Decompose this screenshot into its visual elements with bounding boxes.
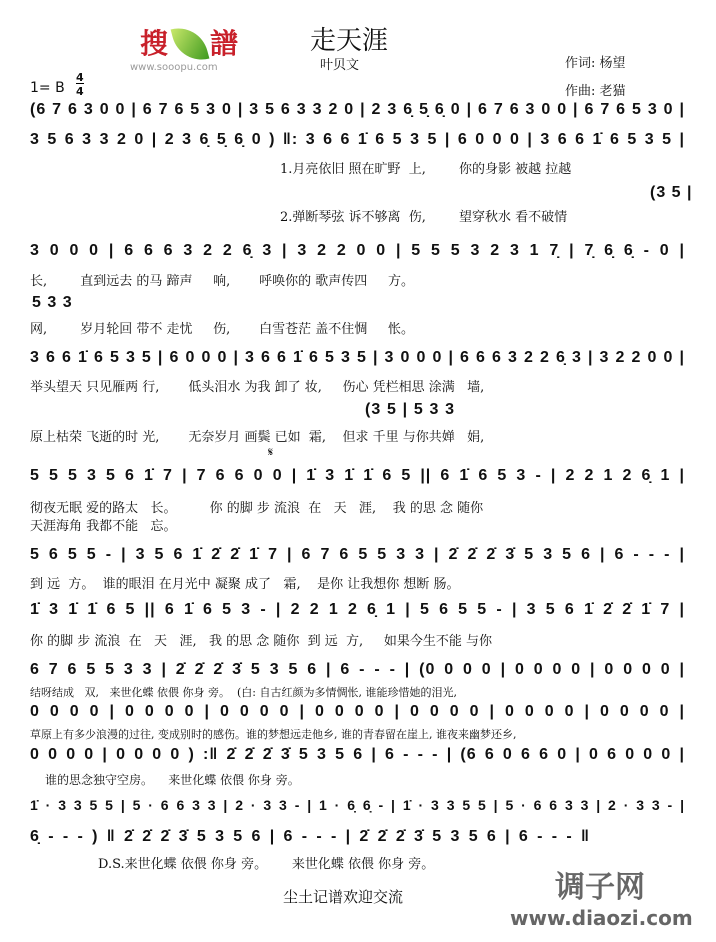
lyric-line: 举头望天 只见雁两 行, 低头泪水 为我 卸了 妆, 伤心 凭栏相思 涂满 墙, — [30, 380, 485, 395]
logo-right: 譜 — [210, 27, 239, 60]
lyric-line: 结呀结成 双, 来世化蝶 依偎 你身 旁。 (白: 自古红颜为多情惆怅, 谁能珍惜她的泪光, — [30, 686, 457, 699]
notation-line: (3 5 | — [650, 184, 693, 201]
logo-url: www.sooopu.com — [130, 62, 218, 73]
notation-line: 0 0 0 0 | 0 0 0 0 ) :‖ 2̇ 2̇ 2̇ 3̇ 5 3 5 6 | 6 - - - | (6 6 0 6 6 0 | 0 6 0 0 0 | — [30, 746, 685, 763]
footer-credit: 尘土记谱欢迎交流 — [283, 888, 404, 906]
notation-line: 3 0 0 0 | 6 6 6 3 2 2 6̣ 3 | 3 2 2 0 0 | 5 5 5 3 2 3 1 7̣ | 7̣ 6̣ 6̣ - 0 | — [30, 242, 685, 259]
lyric-line: D.S.来世化蝶 依偎 你身 旁。 来世化蝶 依偎 你身 旁。 — [98, 857, 435, 872]
lyric-line: 长, 直到远去 的马 蹄声 响, 呼唤你的 歌声传四 方。 — [30, 274, 414, 289]
lyric-line: 2.弹断琴弦 诉不够离 伤, 望穿秋水 看不破情 — [280, 210, 568, 225]
singer: 叶贝文 — [320, 58, 360, 73]
lyric-line: 到 远 方。 谁的眼泪 在月光中 凝聚 成了 霜, 是你 让我想你 想断 肠。 — [30, 577, 460, 592]
segno-icon: 𝄋 — [268, 445, 274, 459]
notation-line: (6 7 6 3 0 0 | 6 7 6 5 3 0 | 3 5 6 3 3 2 0 | 2 3 6̣ 5̣ 6̣ 0 | 6 7 6 3 0 0 | 6 7 6 5 3 0 | — [30, 101, 685, 118]
time-sig-top: 4 — [76, 71, 84, 84]
notation-line: 6 7 6 5 5 3 3 | 2̇ 2̇ 2̇ 3̇ 5 3 5 6 | 6 - - - | (0 0 0 0 | 0 0 0 0 | 0 0 0 0 | — [30, 661, 685, 678]
lyric-line: 你 的脚 步 流浪 在 天 涯, 我 的思 念 随你 到 远 方, 如果今生不能 与你 — [30, 634, 492, 649]
lyric-line: 谁的思念独守空房。 来世化蝶 依偎 你身 旁。 — [45, 773, 300, 787]
time-sig-bottom: 4 — [76, 85, 84, 98]
key-signature: 1= B — [30, 80, 65, 96]
lyricist: 作词: 杨望 — [565, 56, 626, 71]
notation-line: 3 6 6 1̇ 6 5 3 5 | 6 0 0 0 | 3 6 6 1̇ 6 5 3 5 | 3 0 0 0 | 6 6 6 3 2 2 6̣ 3 | 3 2 2 0 0 | — [30, 349, 685, 366]
song-title: 走天涯 — [310, 26, 389, 56]
watermark-title: 调子网 — [555, 870, 645, 905]
composer: 作曲: 老猫 — [565, 84, 626, 99]
lyric-line: 草原上有多少浪漫的过往, 变成别时的感伤。谁的梦想远走他乡, 谁的青春留在崖上, 谁夜来幽梦还乡, — [30, 728, 517, 741]
notation-line: 5 5 5 3 5 6 1̇ 7 | 7 6 6 0 0 | 1̇ 3 1̇ 1̇ 6 5 || 6 1̇ 6 5 3 - | 2 2 1 2 6̣ 1 | — [30, 467, 685, 484]
notation-line: 1̇ 3 1̇ 1̇ 6 5 || 6 1̇ 6 5 3 - | 2 2 1 2 6̣ 1 | 5 6 5 5 - | 3 5 6 1̇ 2̇ 2̇ 1̇ 7 | — [30, 601, 685, 618]
notation-line: 1̇ · 3 3 5 5 | 5 · 6 6 3 3 | 2 · 3 3 - | 1 · 6̣ 6̣ - | 1̇ · 3 3 5 5 | 5 · 6 6 3 3 | 2 · 3 3 - | — [30, 797, 685, 813]
logo-left: 搜 — [140, 27, 169, 60]
leaf-logo-icon — [171, 22, 210, 66]
lyric-line: 原上枯荣 飞逝的时 光, 无奈岁月 画鬓 已如 霜, 但求 千里 与你共婵 娟, — [30, 430, 485, 445]
notation-line: 6̣ - - - ) ‖ 2̇ 2̇ 2̇ 3̇ 5 3 5 6 | 6 - - - | 2̇ 2̇ 2̇ 3̇ 5 3 5 6 | 6 - - - ‖ — [30, 828, 590, 845]
notation-line: 5 3 3 — [32, 294, 73, 311]
notation-line: (3 5 | 5 3 3 — [365, 401, 455, 418]
lyric-line: 彻夜无眠 爱的路太 长。 你 的脚 步 流浪 在 天 涯, 我 的思 念 随你 — [30, 501, 484, 516]
notation-line: 5 6 5 5 - | 3 5 6 1̇ 2̇ 2̇ 1̇ 7 | 6 7 6 5 5 3 3 | 2̇ 2̇ 2̇ 3̇ 5 3 5 6 | 6 - - - | — [30, 546, 685, 563]
lyric-line: 1.月亮依旧 照在旷野 上, 你的身影 被越 拉越 — [280, 162, 572, 177]
lyric-line: 天涯海角 我都不能 忘。 — [30, 519, 177, 534]
notation-line: 0 0 0 0 | 0 0 0 0 | 0 0 0 0 | 0 0 0 0 | 0 0 0 0 | 0 0 0 0 | 0 0 0 0 | — [30, 703, 685, 720]
lyric-line: 网, 岁月轮回 带不 走忧 伤, 白雪苍茫 盖不住惆 怅。 — [30, 322, 414, 337]
notation-line: 3 5 6 3 3 2 0 | 2 3 6̣ 5̣ 6̣ 0 ) ‖: 3 6 6 1̇ 6 5 3 5 | 6 0 0 0 | 3 6 6 1̇ 6 5 3 5 | — [30, 131, 685, 148]
watermark-url: www.diaozi.com — [510, 906, 693, 930]
